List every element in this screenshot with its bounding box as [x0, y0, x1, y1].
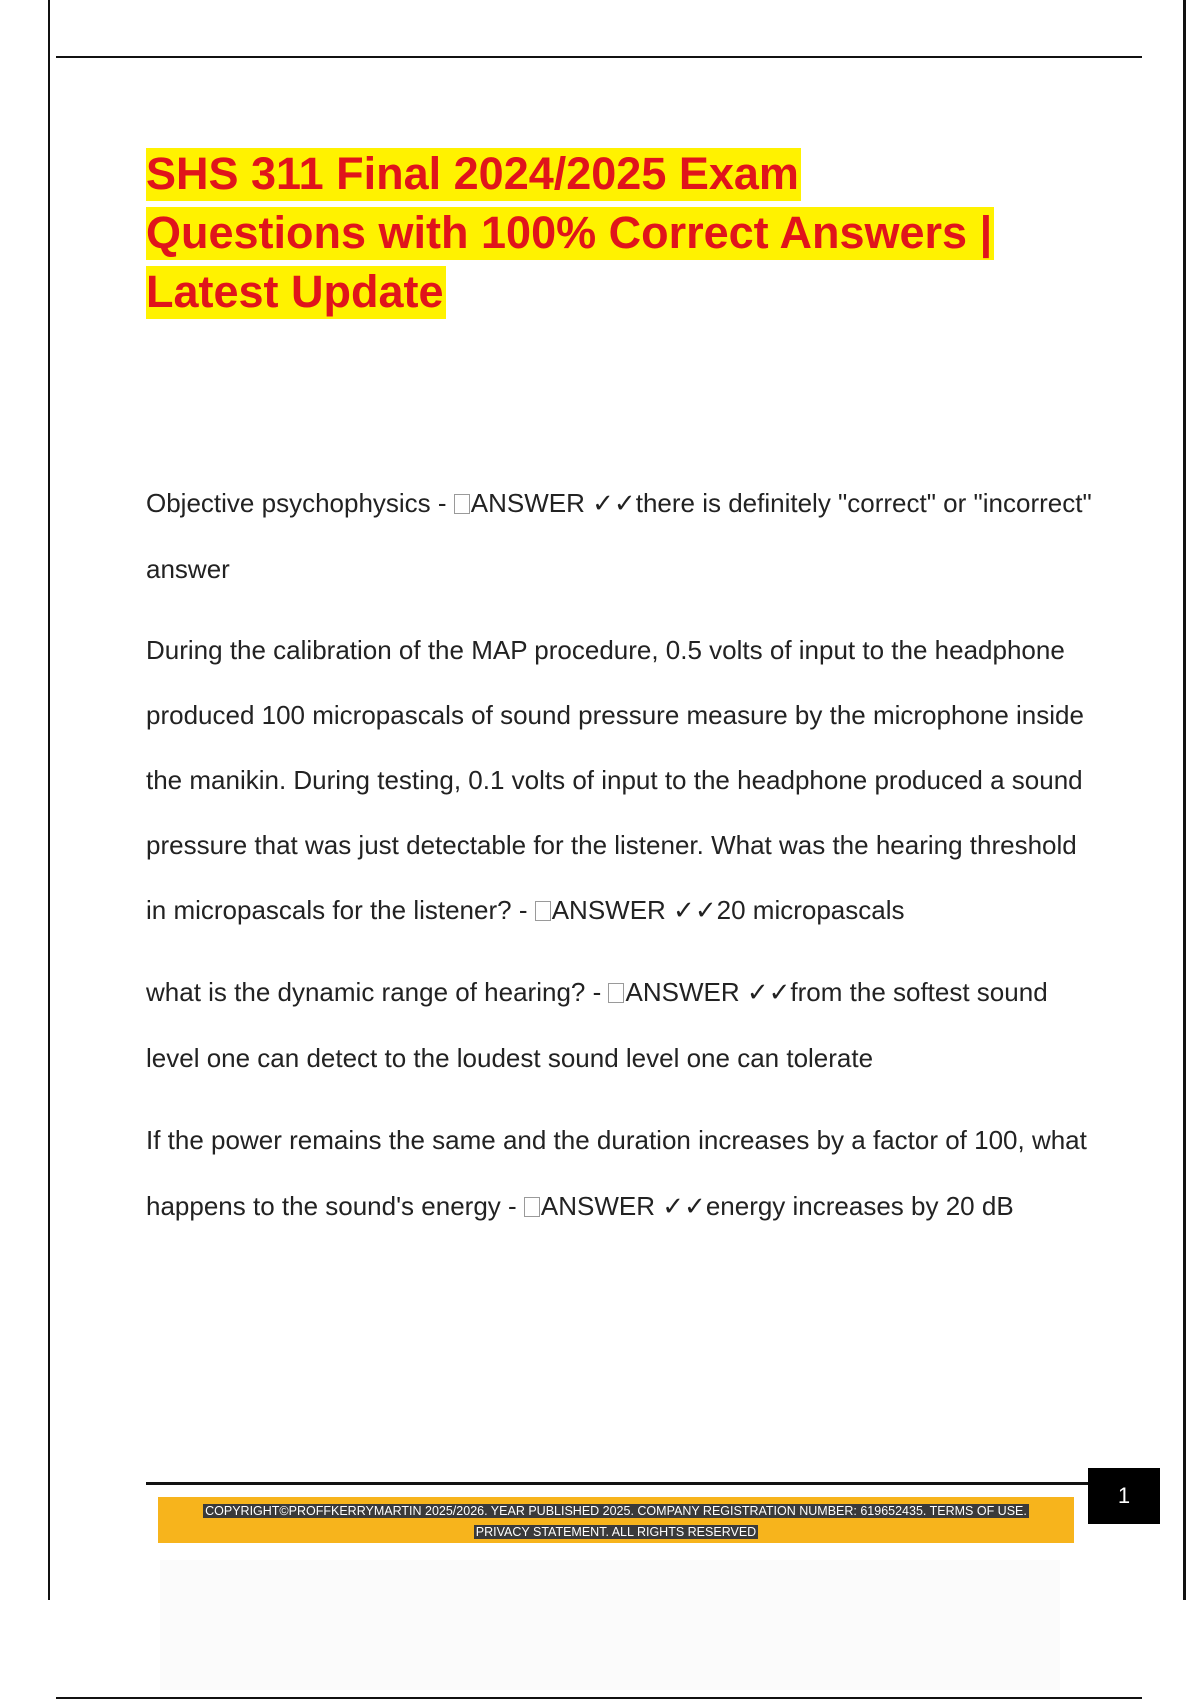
missing-glyph-box-icon [608, 983, 624, 1003]
qa-list [146, 470, 1096, 1255]
page-number: 1 [1088, 1468, 1160, 1524]
top-rule [56, 56, 1142, 58]
answer-marker: ANSWER ✓✓ [551, 895, 717, 925]
answer-text: from the softest sound level one can detect to the loudest sound level one can tolerate [146, 977, 1048, 1073]
title-line: Questions with 100% Correct Answers | [146, 207, 993, 258]
answer-marker: ANSWER ✓✓ [625, 977, 791, 1007]
missing-glyph-box-icon [535, 901, 551, 921]
page-border-right [1183, 0, 1186, 1600]
answer-text: there is definitely "correct" or "incorrect" answer [146, 488, 1092, 584]
answer-text: 20 micropascals [716, 895, 905, 925]
next-page-shadow [160, 1560, 1060, 1690]
title-line: SHS 311 Final 2024/2025 Exam [146, 148, 799, 199]
qa-item [146, 470, 1096, 602]
qa-item [146, 1107, 1096, 1239]
qa-item [146, 618, 1096, 943]
question-text: Objective psychophysics - [146, 488, 454, 518]
page-border-left [48, 0, 50, 1600]
question-text: During the calibration of the MAP procedure, 0.5 volts of input to the headphone produced 100 micropascals of sound pressure measure by the microphone inside the manikin. During testing, 0.1 volts of input to the headphone produced a sound pressure that was just detectable for the listener. What was the hearing threshold in micropascals for the listener? - [146, 635, 1084, 925]
copyright-line: COPYRIGHT©PROFFKERRYMARTIN 2025/2026. YEAR PUBLISHED 2025. COMPANY REGISTRATION NUMBER: 619652435. TERMS OF USE. [205, 1504, 1027, 1518]
title-line: Latest Update [146, 266, 444, 317]
qa-item [146, 959, 1096, 1091]
answer-marker: ANSWER ✓✓ [470, 488, 636, 518]
answer-text: energy increases by 20 dB [705, 1191, 1014, 1221]
copyright-notice [164, 1501, 1068, 1543]
question-text: what is the dynamic range of hearing? - [146, 977, 609, 1007]
copyright-line: PRIVACY STATEMENT. ALL RIGHTS RESERVED [475, 1525, 757, 1539]
missing-glyph-box-icon [524, 1197, 540, 1217]
answer-marker: ANSWER ✓✓ [540, 1191, 706, 1221]
document-title [146, 144, 1126, 321]
bottom-rule [56, 1697, 1142, 1699]
question-text: If the power remains the same and the duration increases by a factor of 100, what happens to the sound's energy - [146, 1125, 1087, 1221]
footer-rule [146, 1482, 1090, 1485]
missing-glyph-box-icon [454, 494, 470, 514]
